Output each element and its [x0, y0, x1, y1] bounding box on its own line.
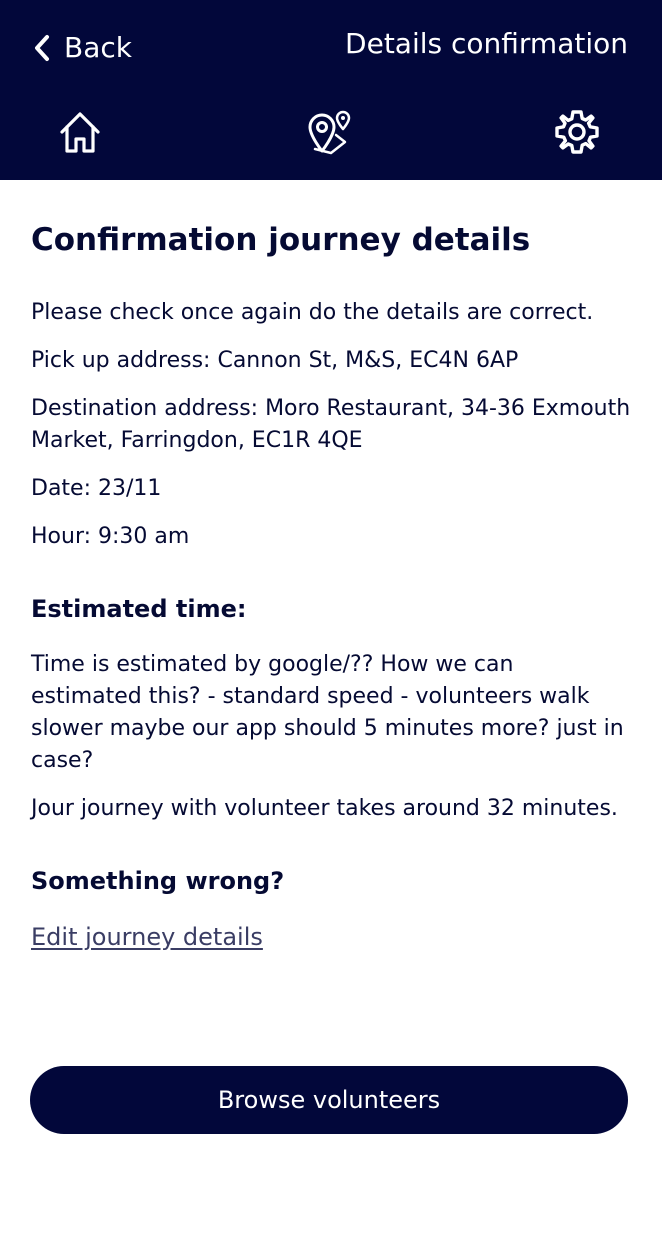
estimated-time-note: Time is estimated by google/?? How we can estimated this? - standard speed - volunteers walk slower maybe our app should 5 minutes more? just in case?	[31, 652, 624, 773]
edit-journey-link[interactable]: Edit journey details	[31, 923, 263, 951]
journey-details	[31, 221, 631, 953]
map-pin-icon[interactable]	[304, 107, 354, 157]
gear-icon[interactable]	[552, 107, 602, 157]
journey-hour: Hour: 9:30 am	[31, 524, 190, 549]
check-instruction: Please check once again do the details are correct.	[31, 300, 594, 325]
estimated-time-heading: Estimated time:	[31, 595, 247, 623]
back-label: Back	[64, 31, 132, 64]
journey-duration: Jour journey with volunteer takes around 32 minutes.	[31, 796, 618, 821]
page-title: Confirmation journey details	[31, 222, 531, 258]
app-header	[0, 0, 662, 180]
something-wrong-heading: Something wrong?	[31, 867, 285, 895]
chevron-left-icon	[34, 34, 50, 62]
home-icon[interactable]	[55, 107, 105, 157]
back-button[interactable]	[34, 28, 132, 68]
journey-date: Date: 23/11	[31, 476, 162, 501]
browse-volunteers-button[interactable]: Browse volunteers	[30, 1066, 628, 1134]
screen-title: Details confirmation	[345, 27, 628, 60]
destination-address: Destination address: Moro Restaurant, 34-36 Exmouth Market, Farringdon, EC1R 4QE	[31, 396, 631, 453]
pickup-address: Pick up address: Cannon St, M&S, EC4N 6AP	[31, 348, 519, 373]
